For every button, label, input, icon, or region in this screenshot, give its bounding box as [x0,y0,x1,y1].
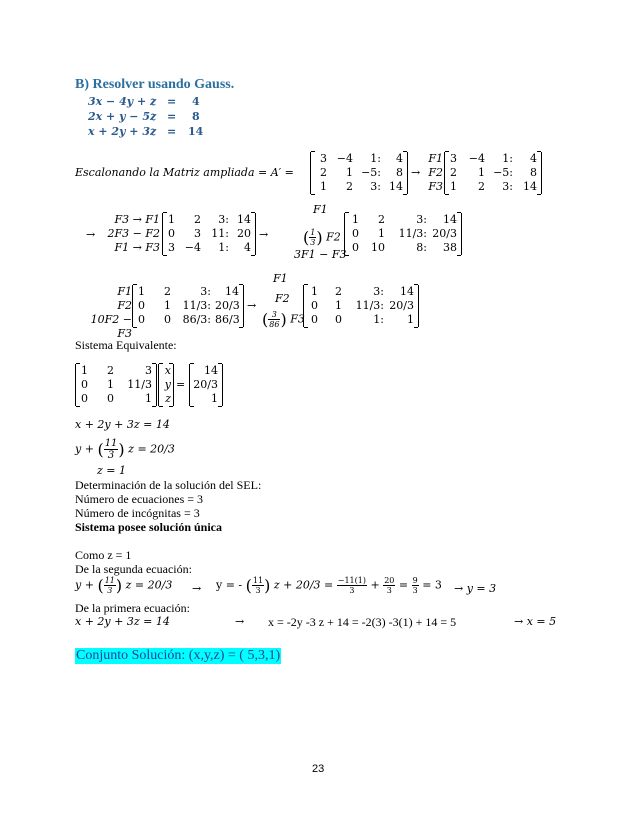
matrix-a-cell: 14 [389,180,403,193]
matrix-e [132,285,244,327]
matrix-d-cell: 38 [443,241,457,254]
coef-matrix [75,364,157,406]
matrix-a-cell: 2 [346,180,353,193]
system-row-1-eq: = [167,95,177,108]
matrix-f-cell: 14 [400,285,414,298]
seg-fraction-4: $\frac{20}{3}$ [384,576,395,595]
ops-2-label: F3 → F1 [114,213,160,226]
matrix-b-cell: −4 [468,152,485,165]
seg-fraction-1: $\frac{11}{3}$ [104,576,115,595]
matrix-e-cell: 0 [138,299,145,312]
matrix-b-cell: 3 [450,152,457,165]
segunda-label: De la segunda ecuación: [75,562,192,576]
det-title: Determinación de la solución del SEL: [75,478,262,492]
segunda-result: → y = 3 [454,582,497,595]
ops-4-label: F1 [117,285,132,298]
system-row-3-lhs: x + 2y + 3z [88,125,157,138]
matrix-a [310,152,408,194]
eq-line-3: z = 1 [97,464,127,477]
var-vector [158,364,174,406]
matrix-a-cell: 1 [346,166,353,179]
matrix-a-cell: 3: [370,180,381,193]
segunda-equation: y + ( $\frac{11}{3}$ ) z = 20/3 [75,576,173,595]
matrix-e-cell: 2 [164,285,171,298]
matrix-d-cell: 8: [416,241,427,254]
equiv-label: Sistema Equivalente: [75,338,177,352]
matrix-e-cell: 1 [138,285,145,298]
seg-fraction-3: $\frac{-11(1)}{3}$ [337,576,366,595]
matrix-e-cell: 0 [164,313,171,326]
matrix-c-cell: 11: [211,227,229,240]
ops-4 [74,285,132,341]
ops-2 [100,213,160,255]
matrix-c-cell: 3 [194,227,201,240]
matrix-e-cell: 86/3 [215,313,240,326]
ops-3-f3: 3F1 − F3 [294,248,347,261]
rhs-vector [189,364,223,406]
system-row-1-rhs: 4 [192,95,200,108]
matrix-f-cell: 11/3: [355,299,384,312]
matrix-b-cell: −5: [493,166,513,179]
arrow-4: → [247,299,257,312]
matrix-d-cell: 0 [352,227,359,240]
arrow-5: → [192,582,202,595]
arrow-1: → [411,166,421,179]
matrix-c-cell: 1 [168,213,175,226]
seg-fraction-5: $\frac{9}{3}$ [412,576,418,595]
primera-label: De la primera ecuación: [75,601,190,615]
system-row-1-lhs: 3x − 4y + z [88,95,157,108]
ops-5-f1: F1 [273,272,288,285]
matrix-c-cell: 0 [168,227,175,240]
matrix-c-cell: 20 [237,227,251,240]
primera-equation: x + 2y + 3z = 14 [75,615,170,628]
matrix-f [303,285,419,327]
rhs-vector-cell: 1 [211,392,218,405]
system-row-2-eq: = [167,110,177,123]
matrix-c [162,213,256,255]
eq-line-2-fraction: $\frac{11}{3}$ [104,438,118,461]
matrix-d-cell: 14 [443,213,457,226]
matrix-f-cell: 0 [311,313,318,326]
arrow-3: → [259,228,269,241]
coef-matrix-cell: 3 [145,364,152,377]
system-row-2-rhs: 8 [192,110,200,123]
matrix-f-cell: 1 [407,313,414,326]
matrix-b-cell: 3: [502,180,513,193]
matrix-f-cell: 0 [335,313,342,326]
var-vector-cell: z [165,392,171,405]
ops-2-label: F1 → F3 [114,241,160,254]
arrow-6: → [235,615,245,628]
coef-matrix-cell: 1 [107,378,114,391]
ops-5-f3: ( $\frac{3}{86}$ ) F3 [262,310,305,329]
ops-1-label: F3 [428,180,443,193]
coef-matrix-cell: 0 [107,392,114,405]
matrix-d-cell: 3: [416,213,427,226]
matrix-e-cell: 1 [164,299,171,312]
ops-1 [423,152,443,194]
num-incognitas: Número de incógnitas = 3 [75,506,200,520]
matrix-d-cell: 11/3: [398,227,427,240]
matrix-e-cell: 14 [225,285,239,298]
section-title: B) Resolver usando Gauss. [75,77,235,92]
coef-matrix-cell: 0 [81,392,88,405]
rhs-vector-cell: 20/3 [193,378,218,391]
matrix-a-cell: 1: [370,152,381,165]
matrix-f-cell: 1 [335,299,342,312]
coef-matrix-cell: 1 [145,392,152,405]
matrix-b-cell: 14 [523,180,537,193]
matrix-c-cell: 1: [218,241,229,254]
var-vector-cell: y [164,378,171,391]
matrix-b-cell: 1 [450,180,457,193]
matrix-e-cell: 11/3: [182,299,211,312]
ops-3-f1: F1 [313,203,328,216]
num-ecuaciones: Número de ecuaciones = 3 [75,492,204,506]
eq-line-2: y + ( $\frac{11}{3}$ ) z = 20/3 [75,438,175,461]
matrix-e-cell: 86/3: [182,313,211,326]
system-row-3-eq: = [167,125,177,138]
matrix-c-cell: 3: [218,213,229,226]
como-label: Como z = 1 [75,548,132,562]
ops-4-label: 10F2 − F3 [90,313,132,340]
coef-matrix-cell: 0 [81,378,88,391]
conclusion: Sistema posee solución única [75,520,223,534]
ops-5-fraction: $\frac{3}{86}$ [269,310,280,329]
matrix-c-cell: 4 [244,241,251,254]
ops-3-f2: ( $\frac{1}{3}$ ) F2 [303,228,341,247]
conjunto-solucion: Conjunto Solución: (x,y,z) = ( 5,3,1) [76,648,281,663]
coef-matrix-cell: 1 [81,364,88,377]
var-vector-cell: x [164,364,171,377]
matrix-d-cell: 2 [378,213,385,226]
coef-matrix-cell: 11/3 [127,378,152,391]
ops-1-label: F1 [428,152,443,165]
matrix-c-cell: 14 [237,213,251,226]
matrix-a-cell: −5: [361,166,381,179]
matrix-f-cell: 2 [335,285,342,298]
matrix-f-cell: 20/3 [389,299,414,312]
primera-calc: x = -2y -3 z + 14 = -2(3) -3(1) + 14 = 5 [268,615,457,629]
matrix-a-cell: 4 [396,152,403,165]
ops-1-label: F2 [428,166,443,179]
matrix-e-cell: 20/3 [215,299,240,312]
arrow-2: → [86,228,96,241]
system-row-3-rhs: 14 [188,125,204,138]
matrix-f-cell: 0 [311,299,318,312]
escalonando-label: Escalonando la Matriz ampliada = A′ = [75,166,294,179]
matrix-b-cell: 4 [530,152,537,165]
matrix-b [444,152,542,194]
primera-result: → x = 5 [514,615,557,628]
matrix-c-cell: 3 [168,241,175,254]
matrix-f-cell: 1 [311,285,318,298]
matrix-b-cell: 2 [450,166,457,179]
seg-fraction-2: $\frac{11}{3}$ [252,576,264,595]
matrix-a-cell: 8 [396,166,403,179]
matrix-f-cell: 3: [373,285,384,298]
matrix-d-cell: 0 [352,241,359,254]
matrix-d-cell: 10 [371,241,385,254]
matrix-c-cell: 2 [194,213,201,226]
matrix-a-cell: 3 [320,152,327,165]
matrix-f-cell: 1: [373,313,384,326]
ops-4-label: F2 [117,299,132,312]
matrix-e-cell: 3: [200,285,211,298]
ops-5-f2: F2 [275,292,290,305]
matrix-d-cell: 1 [378,227,385,240]
page-number: 23 [312,763,325,775]
matrix-b-cell: 1: [502,152,513,165]
matrix-e-cell: 0 [138,313,145,326]
eq-line-1: x + 2y + 3z = 14 [75,418,170,431]
matrix-b-cell: 8 [530,166,537,179]
system-row-2-lhs: 2x + y − 5z [88,110,157,123]
matrix-c-cell: −4 [184,241,201,254]
matrix-b-cell: 1 [478,166,485,179]
segunda-solve: y = - ( $\frac{11}{3}$ ) z + 20/3 = $\frac{-11(1)}{3}$ + $\frac{20}{3}$ = $\frac{9}{3}$ = 3 [216,576,442,595]
matrix-d [344,213,462,255]
ops-2-label: 2F3 − F2 [107,227,160,240]
rhs-vector-cell: 14 [204,364,218,377]
ops-3-fraction: $\frac{1}{3}$ [310,228,316,247]
matrix-d-cell: 1 [352,213,359,226]
matrix-a-cell: 2 [320,166,327,179]
matrix-b-cell: 2 [478,180,485,193]
coef-matrix-cell: 2 [107,364,114,377]
matrix-a-cell: 1 [320,180,327,193]
matrix-a-cell: −4 [336,152,353,165]
matrix-d-cell: 20/3 [432,227,457,240]
equiv-eq-sign: = [176,378,186,391]
